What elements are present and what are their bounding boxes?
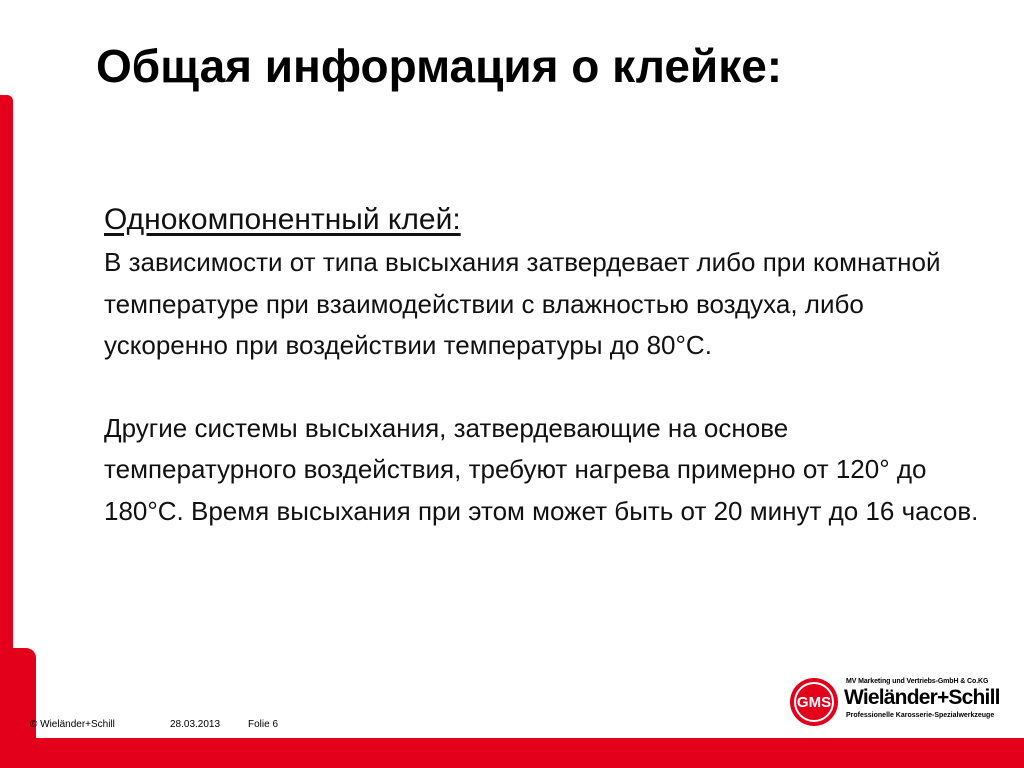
body-paragraph-2: Другие системы высыхания, затвердевающие на основе температурного воздействия, требуют нагрева примерно от 120° до 180°С. Время высыхания при этом может быть от 20 минут до 16 часов. (104, 412, 979, 526)
section-subtitle: Однокомпонентный клей: (104, 203, 461, 236)
footer-copyright: © Wieländer+Schill (30, 719, 115, 730)
gms-logo-icon (788, 676, 840, 728)
logo-tagline: MV Marketing und Vertriebs-GmbH & Co.KG (846, 678, 989, 685)
logo-subline: Professionelle Karosserie-Spezialwerkzeuge (846, 712, 995, 719)
slide-title: Общая информация о клейке: (96, 40, 783, 92)
logo-name: Wieländer+Schill (844, 686, 1000, 709)
body-paragraph-1: В зависимости от типа высыхания затвердевает либо при комнатной температуре при взаимодействии с влажностью воздуха, либо ускоренно при воздействии температуры до 80°С. (104, 247, 941, 360)
logo-mark-text: GMS (796, 694, 832, 711)
paragraph-spacer (104, 367, 984, 408)
footer-date: 28.03.2013 (170, 719, 221, 730)
bottom-accent-bar (0, 738, 1024, 768)
slide-content (104, 198, 984, 532)
footer-page-number: Folie 6 (248, 719, 279, 730)
company-logo (788, 676, 1006, 728)
left-accent-bar (0, 95, 13, 650)
